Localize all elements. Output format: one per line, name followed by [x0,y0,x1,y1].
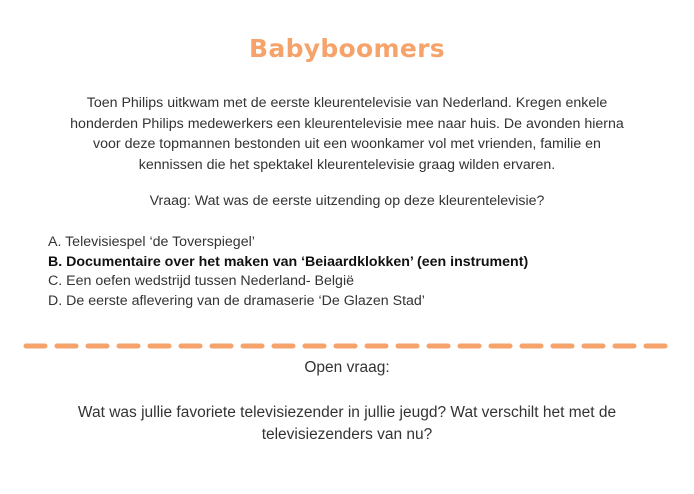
option-a: A. Televisiespel ‘de Toverspiegel’ [48,234,255,250]
quiz-question: Vraag: Wat was de eerste uitzending op deze kleurentelevisie? [149,193,545,209]
open-question-line: Wat was jullie favoriete televisiezender in jullie jeugd? Wat verschilt het met de [77,404,617,421]
answer-options [48,233,668,311]
open-question-line: televisiezenders van nu? [261,425,433,443]
intro-paragraph [60,93,634,175]
option-d: D. De eerste aflevering van de dramaserie ‘De Glazen Stad’ [48,292,425,309]
option-b-correct: B. Documentaire over het maken van ‘Beiaardklokken’ (een instrument) [48,253,529,270]
open-question-text [40,402,654,445]
open-question-label: Open vraag: [304,359,390,376]
dashed-divider [22,339,672,353]
intro-line: Toen Philips uitkwam met de eerste kleurentelevisie van Nederland. Kregen enkele [86,95,608,111]
intro-line: kennissen die het spektakel kleurentelevisie graag wilden ervaren. [138,156,556,173]
option-c: C. Een oefen wedstrijd tussen Nederland- België [48,273,354,290]
intro-line: honderden Philips medewerkers een kleurentelevisie mee naar huis. De avonden hierna [70,115,624,132]
intro-line: voor deze topmannen bestonden uit een woonkamer vol met vrienden, familie en [93,136,601,152]
page-title: Babyboomers [249,34,445,63]
